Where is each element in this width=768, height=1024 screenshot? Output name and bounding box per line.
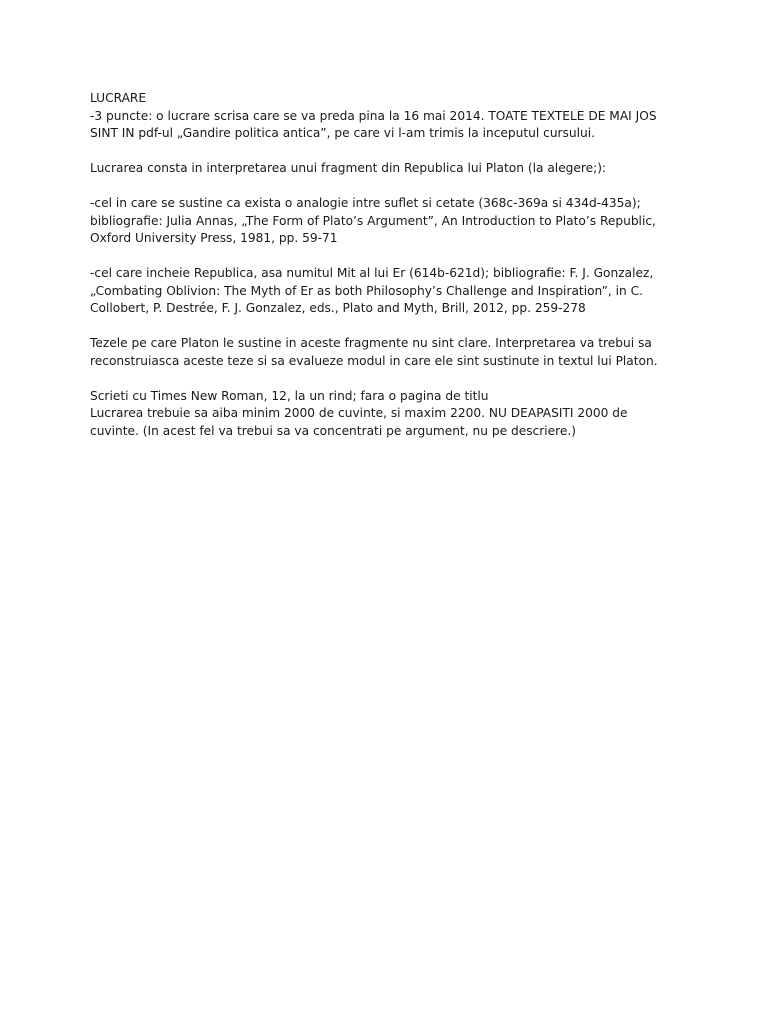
- text-line: Collobert, P. Destrée, F. J. Gonzalez, eds., Plato and Myth, Brill, 2012, pp. 259-278: [90, 301, 586, 315]
- text-line: Lucrarea consta in interpretarea unui fragment din Republica lui Platon (la alegere;):: [90, 161, 607, 175]
- text-line: SINT IN pdf-ul „Gandire politica antica”, pe care vi l-am trimis la inceputul cursului.: [90, 126, 596, 140]
- paragraph-option-two: [90, 265, 690, 318]
- text-line: Oxford University Press, 1981, pp. 59-71: [90, 231, 338, 245]
- document-title: LUCRARE: [90, 91, 147, 105]
- text-line: „Combating Oblivion: The Myth of Er as both Philosophy’s Challenge and Inspiration”, in C.: [90, 283, 644, 298]
- paragraph-assignment-description: [90, 160, 690, 178]
- paragraph-option-one: [90, 195, 690, 248]
- paragraph-assignment-header: [90, 90, 690, 143]
- text-line: Tezele pe care Platon le sustine in aceste fragmente nu sint clare. Interpretarea va trebui sa: [90, 336, 652, 350]
- text-line: bibliografie: Julia Annas, „The Form of Plato’s Argument”, An Introduction to Plato’s Republic,: [90, 213, 656, 228]
- document-page: [90, 90, 690, 458]
- text-line: -cel in care se sustine ca exista o analogie intre suflet si cetate (368c-369a si 434d-435a);: [90, 196, 641, 210]
- text-line: -3 puncte: o lucrare scrisa care se va preda pina la 16 mai 2014. TOATE TEXTELE DE MAI JOS: [90, 108, 657, 123]
- paragraph-theses: [90, 335, 690, 370]
- text-line: cuvinte. (In acest fel va trebui sa va concentrati pe argument, nu pe descriere.): [90, 423, 577, 438]
- paragraph-formatting-rules: [90, 388, 690, 441]
- text-line: Scrieti cu Times New Roman, 12, la un rind; fara o pagina de titlu: [90, 388, 489, 403]
- text-line: -cel care incheie Republica, asa numitul Mit al lui Er (614b-621d); bibliografie: F. J. Gonzalez,: [90, 266, 654, 280]
- text-line: Lucrarea trebuie sa aiba minim 2000 de cuvinte, si maxim 2200. NU DEAPASITI 2000 de: [90, 406, 628, 420]
- text-line: reconstruiasca aceste teze si sa evalueze modul in care ele sint sustinute in textul lui Platon.: [90, 353, 658, 368]
